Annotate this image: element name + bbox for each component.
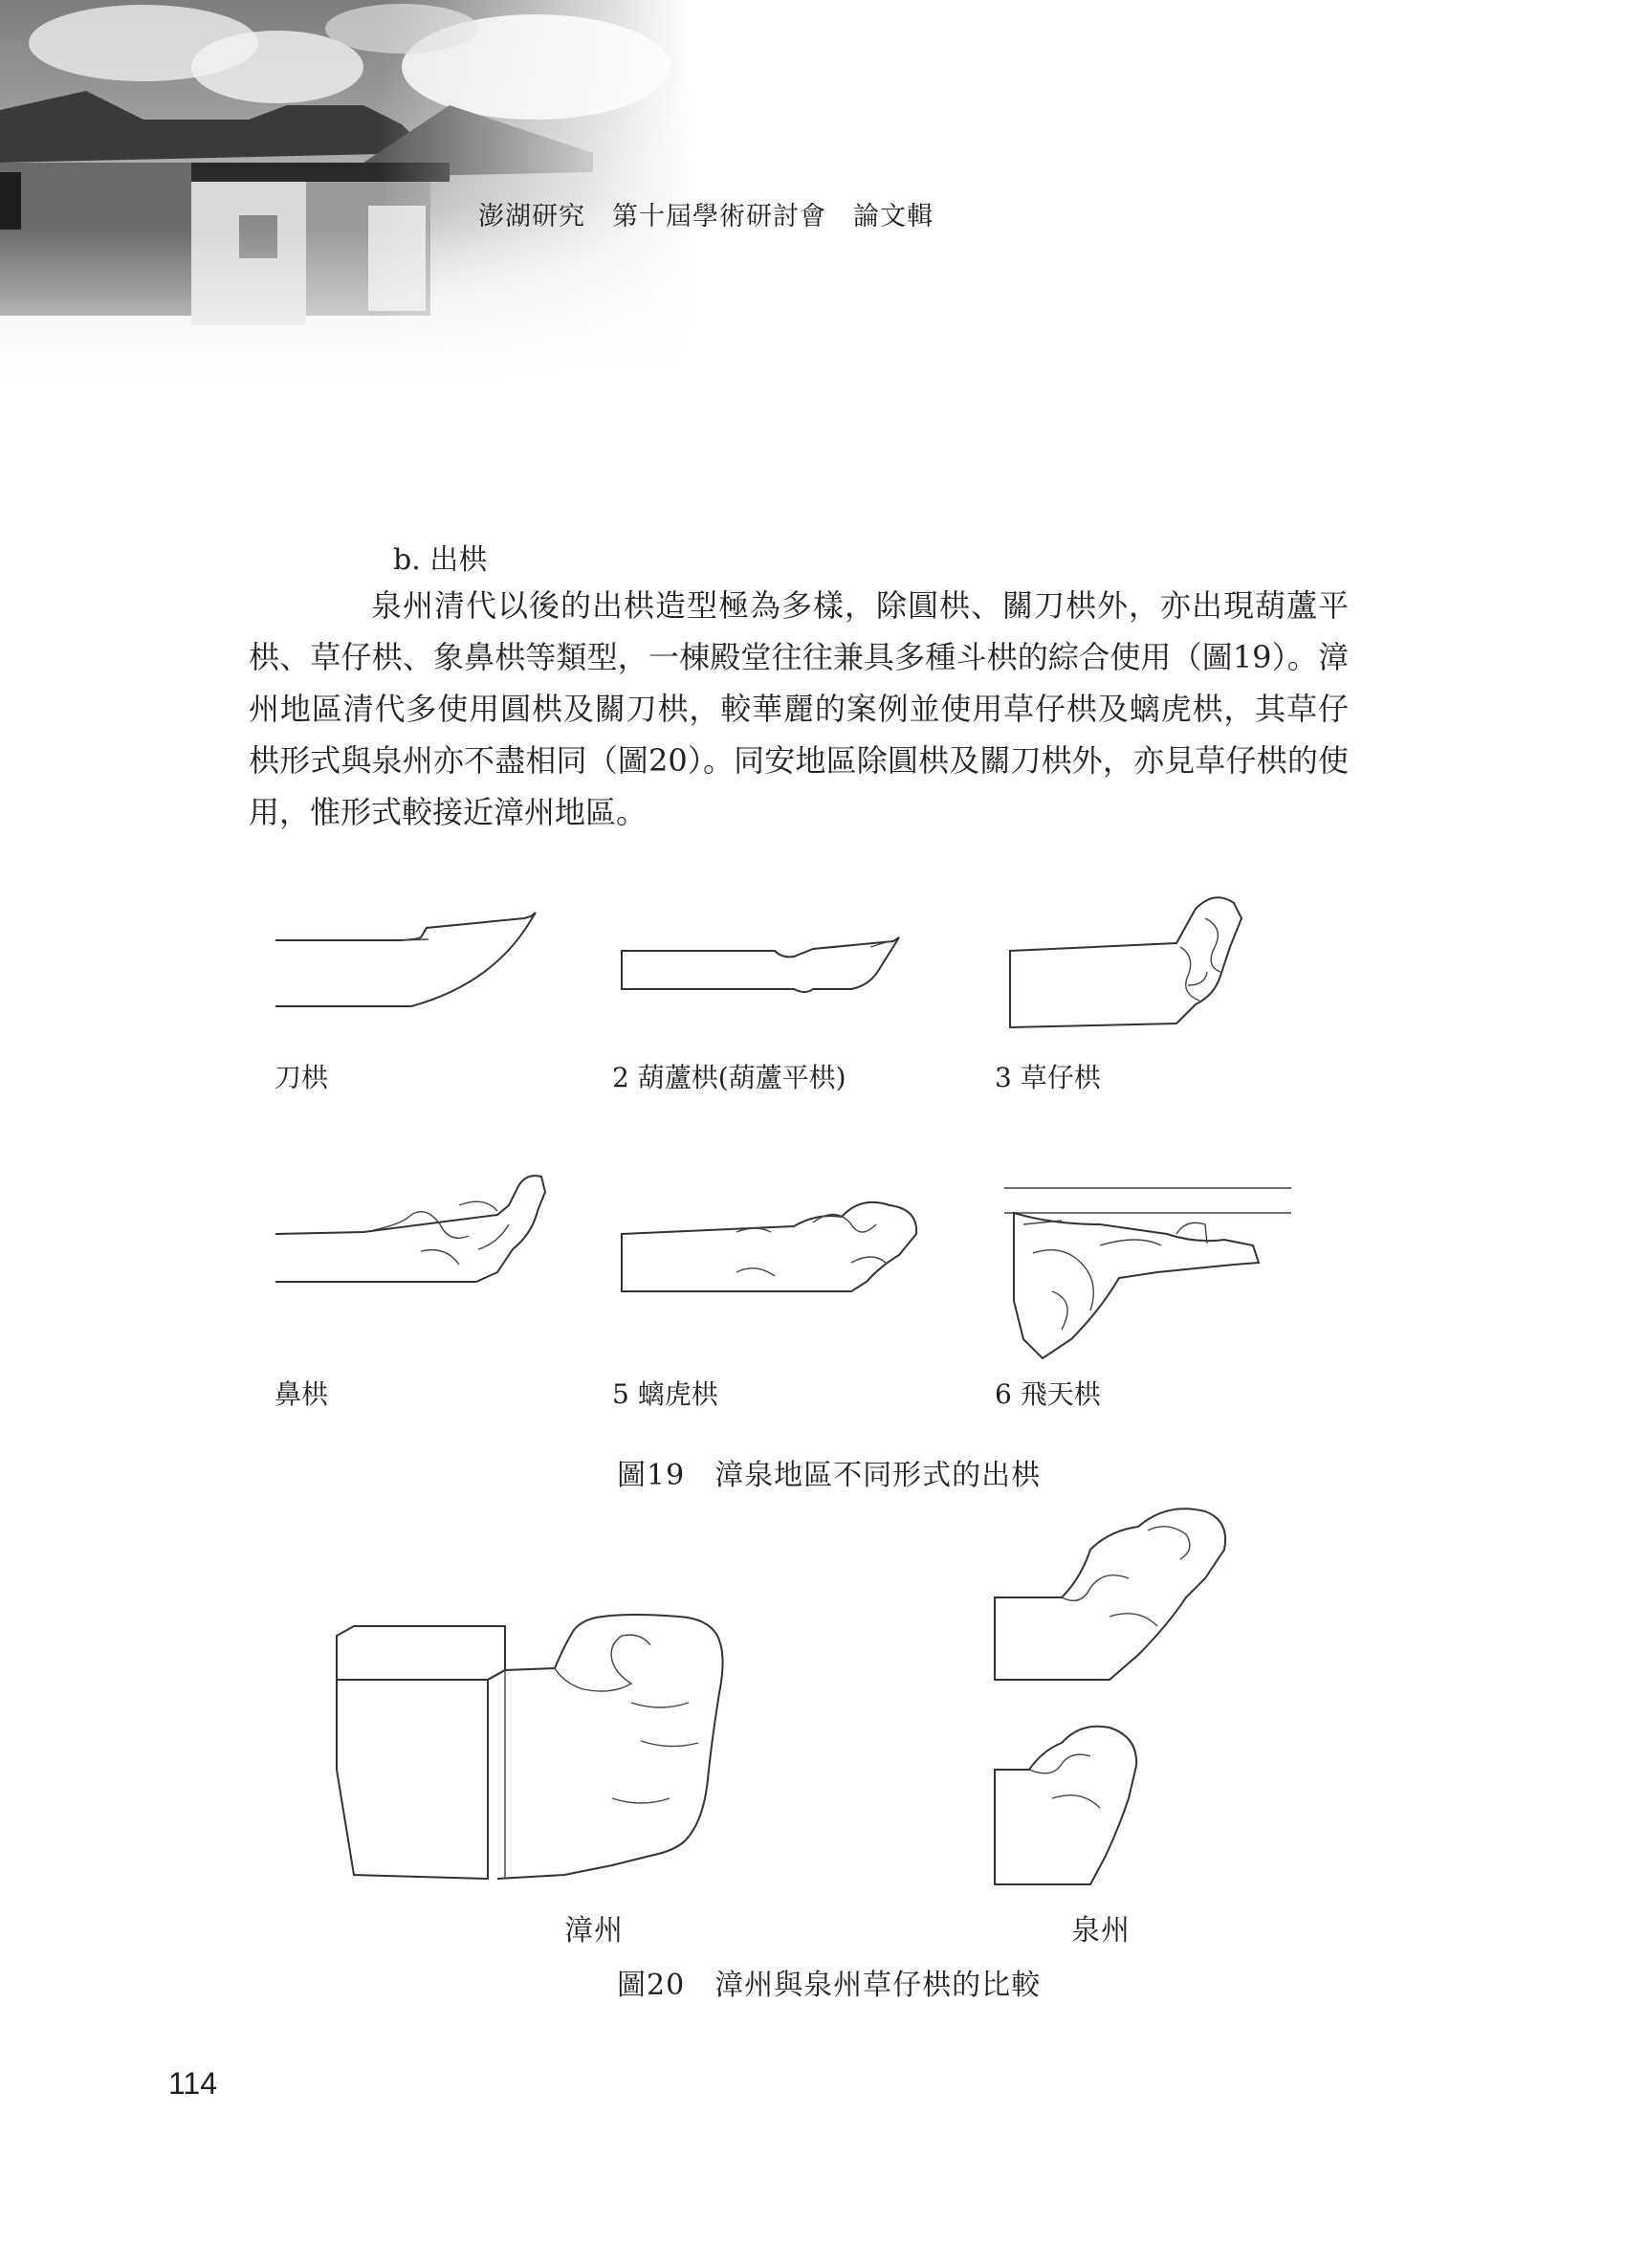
figure19-chihu-bracket-drawing <box>622 1202 916 1291</box>
figure19-grass-bracket-drawing <box>1010 897 1241 1027</box>
figure19-apsara-bracket-drawing <box>1004 1188 1291 1358</box>
page-number: 114 <box>168 2066 218 2101</box>
figure19-label-5: 5 螭虎栱 <box>612 1378 718 1410</box>
figure19-label-6: 6 飛天栱 <box>995 1378 1101 1410</box>
figure20-quanzhou-bracket-bottom-drawing <box>995 1727 1136 1884</box>
figure19-label-4: 鼻栱 <box>275 1378 329 1410</box>
figure19-gourd-bracket-drawing <box>622 937 899 992</box>
figure20-caption: 圖20 漳州與泉州草仔栱的比較 <box>617 1969 1042 2002</box>
running-header-title: 澎湖研究 第十屆學術研討會 論文輯 <box>478 202 934 231</box>
figure20-label-zhangzhou: 漳州 <box>564 1914 624 1948</box>
section-heading: b. 出栱 <box>393 543 488 577</box>
figure19-caption: 圖19 漳泉地區不同形式的出栱 <box>617 1459 1042 1492</box>
figure19-knife-bracket-drawing <box>275 913 536 1006</box>
figure20-zhangzhou-bracket-drawing <box>337 1615 723 1879</box>
figure19-label-2: 2 葫蘆栱(葫蘆平栱) <box>612 1062 846 1093</box>
body-paragraph: 泉州清代以後的出栱造型極為多樣，除圓栱、關刀栱外，亦出現葫蘆平栱、草仔栱、象鼻栱等類型，一棟殿堂往往兼具多種斗栱的綜合使用（圖19）。漳州地區清代多使用圓栱及關刀栱，較華麗的案例並使用草仔栱及螭虎栱，其草仔栱形式與泉州亦不盡相同（圖20）。同安地區除圓栱及關刀栱外，亦見草仔栱的使用，惟形式較接近漳州地區。 <box>249 587 1349 830</box>
figure19-label-1: 刀栱 <box>275 1062 329 1093</box>
figure19-label-3: 3 草仔栱 <box>995 1062 1101 1093</box>
figure20-drawings <box>325 1492 1263 1932</box>
figure19-drawings <box>258 890 1310 1387</box>
figure20-quanzhou-bracket-top-drawing <box>995 1508 1225 1680</box>
figure20-label-quanzhou: 泉州 <box>1071 1914 1131 1948</box>
figure19-nose-bracket-drawing <box>275 1176 545 1282</box>
